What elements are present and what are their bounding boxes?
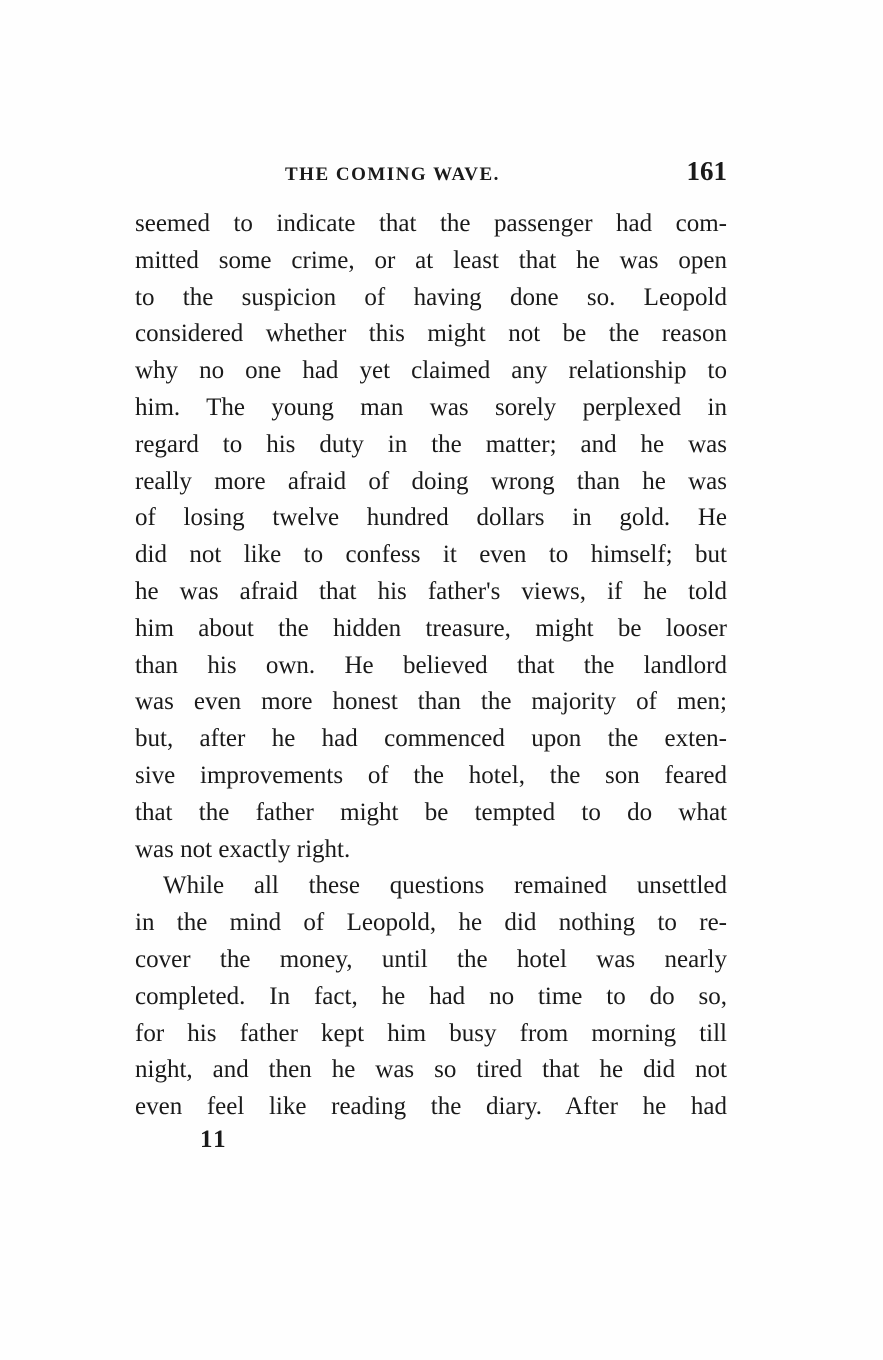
paragraph-end-line: was not exactly right. [135,835,351,863]
text-line: than his own. He believed that the landlord [135,651,727,679]
text-line: to the suspicion of having done so. Leopold [135,283,727,311]
text-line: really more afraid of doing wrong than he was [135,467,727,495]
text-line: considered whether this might not be the reason [135,320,727,348]
text-line: but, after he had commenced upon the exten- [135,725,727,753]
signature-mark: 11 [200,1126,228,1153]
running-title: THE COMING WAVE. [285,164,500,185]
text-line: sive improvements of the hotel, the son feared [135,761,727,789]
text-line: him about the hidden treasure, might be looser [135,614,727,642]
running-head [135,156,727,192]
text-line: he was afraid that his father's views, if he told [135,577,727,605]
text-line: that the father might be tempted to do what [135,798,727,826]
text-line: did not like to confess it even to himself; but [135,541,727,569]
text-line: for his father kept him busy from morning till [135,1019,727,1047]
text-line: him. The young man was sorely perplexed in [135,393,727,421]
text-line: cover the money, until the hotel was nearly [135,945,727,973]
page-number: 161 [686,156,727,186]
body-text [135,206,727,1126]
text-line: mitted some crime, or at least that he was open [135,246,727,274]
text-line: completed. In fact, he had no time to do so, [135,982,727,1010]
text-line: of losing twelve hundred dollars in gold. He [135,504,727,532]
text-line: seemed to indicate that the passenger had com- [135,210,727,237]
text-line: in the mind of Leopold, he did nothing to re- [135,909,727,937]
text-line: why no one had yet claimed any relationship to [135,357,727,385]
text-line: even feel like reading the diary. After he had [135,1093,727,1121]
text-line: was even more honest than the majority of men; [135,688,727,716]
text-line: night, and then he was so tired that he did not [135,1056,727,1084]
paragraph-start-line: While all these questions remained unsettled [163,872,727,900]
text-line: regard to his duty in the matter; and he was [135,430,727,458]
